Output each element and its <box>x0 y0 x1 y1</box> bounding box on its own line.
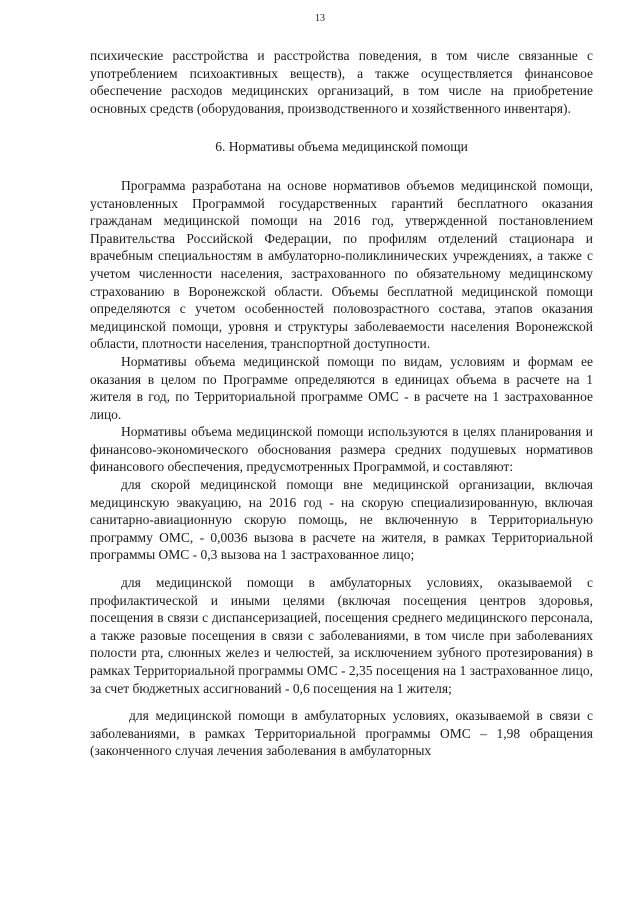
paragraph-ambulance-care: для скорой медицинской помощи вне медицинской организации, включая медицинскую эвакуацию, на 2016 год - на скорую специализированную, включая санитарно-авиационную скорую помощь, не включенную в Территориальную программу ОМС, - 0,0036 вызова в расчете на жителя, в рамках Территориальной программы ОМС - 0,3 вызова на 1 застрахованное лицо; <box>90 477 593 563</box>
page-number: 13 <box>315 13 325 24</box>
continuation-paragraph: психические расстройства и расстройства поведения, в том числе связанные с употреблением психоактивных веществ), а также осуществляется финансовое обеспечение расходов медицинских организаций, в том числе на приобретение основных средств (оборудования, производственного и хозяйственного инвентаря). <box>90 48 593 116</box>
paragraph-outpatient-disease: для медицинской помощи в амбулаторных условиях, оказываемой в связи с заболеваниями, в рамках Территориальной программы ОМС – 1,98 обращения (законченного случая лечения заболевания в амбулаторных <box>90 708 593 759</box>
paragraph-norms-usage: Нормативы объема медицинской помощи используются в целях планирования и финансово-экономического обоснования размера средних подушевых нормативов финансового обеспечения, предусмотренных Программой, и составляют: <box>90 424 593 475</box>
paragraph-volume-norms: Нормативы объема медицинской помощи по видам, условиям и формам ее оказания в целом по Программе определяются в единицах объема в расчете на 1 жителя в год, по Территориальной программе ОМС - в расчете на 1 застрахованное лицо. <box>90 353 593 422</box>
section-title: 6. Нормативы объема медицинской помощи <box>215 139 468 155</box>
paragraph-program-basis: Программа разработана на основе нормативов объемов медицинской помощи, установленных Программой государственных гарантий бесплатного оказания гражданам медицинской помощи на 2016 год, утвержденной постановлением Правительства Российской Федерации, по профилям отделений стационара и врачебным специальностям в амбулаторно-поликлинических учреждениях, а также с учетом численности населения, застрахованного по обязательному медицинскому страхованию в Воронежской области. Объемы бесплатной медицинской помощи определяются с учетом особенностей половозрастного состава, этапов оказания медицинской помощи, уровня и структуры заболеваемости населения Воронежской области, плотности населения, транспортной доступности. <box>90 177 593 352</box>
page-content <box>90 47 593 760</box>
paragraph-outpatient-preventive: для медицинской помощи в амбулаторных условиях, оказываемой с профилактической и иными целями (включая посещения центров здоровья, посещения в связи с диспансеризацией, посещения среднего медицинского персонала, а также разовые посещения в связи с заболеваниями, в том числе при заболеваниях полости рта, слюнных желез и челюстей, за исключением зубного протезирования) в рамках Территориальной программы ОМС - 2,35 посещения на 1 застрахованное лицо, за счет бюджетных ассигнований - 0,6 посещения на 1 жителя; <box>90 575 593 696</box>
